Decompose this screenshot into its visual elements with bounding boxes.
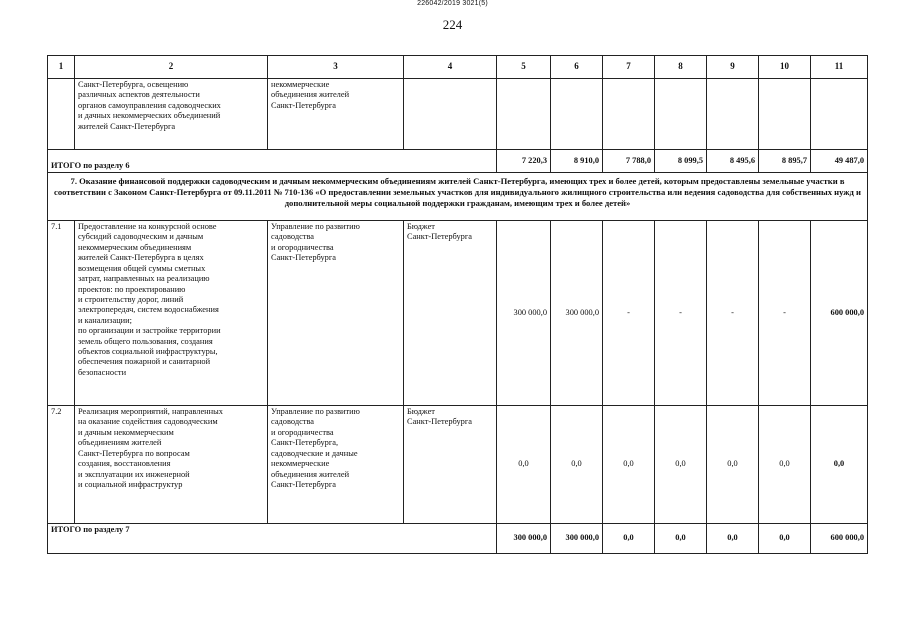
column-number: 11 [811,56,868,79]
row-total: 600 000,0 [811,221,868,406]
row-number: 7.2 [48,406,75,524]
column-number: 7 [603,56,655,79]
section-heading-row [48,173,868,221]
year-value: 0,0 [603,406,655,524]
table-row-7-1 [48,221,868,406]
total-value: 49 487,0 [811,150,868,173]
year-value: 0,0 [759,406,811,524]
column-number: 1 [48,56,75,79]
table-row-total-section-7 [48,524,868,554]
total-value: 600 000,0 [811,524,868,554]
measure-description: Санкт-Петербурга, освещению различных аспектов деятельности органов самоуправления садоводческих и дачных некоммерческих объединений жителей Санкт-Петербурга [75,79,268,150]
year-value: 0,0 [655,406,707,524]
measure-executor: некоммерческие объединения жителей Санкт-Петербурга [268,79,404,150]
funding-source: Бюджет Санкт-Петербурга [404,406,497,524]
total-value: 8 895,7 [759,150,811,173]
measure-description: Предоставление на конкурсной основе субсидий садоводческим и дачным некоммерческим объединениям жителей Санкт-Петербурга в целях возмещения общей суммы сметных затрат, направленных на реализацию проектов: по проектированию и строительству дорог, линий электропередач, систем водоснабжения и канализации; по организации и застройке территории земель общего пользования, создания объектов социальной инфраструктуры, обеспечения пожарной и санитарной безопасности [75,221,268,406]
total-value: 0,0 [707,524,759,554]
column-number: 3 [268,56,404,79]
table-row-7-2 [48,406,868,524]
year-value: 0,0 [497,406,551,524]
row-number: 7.1 [48,221,75,406]
column-number: 8 [655,56,707,79]
total-value: 0,0 [759,524,811,554]
year-value: 300 000,0 [497,221,551,406]
measure-executor: Управление по развитию садоводства и огородничества Санкт-Петербурга, садоводческие и дачные некоммерческие объединения жителей Санкт-Петербурга [268,406,404,524]
funding-source: Бюджет Санкт-Петербурга [404,221,497,406]
total-value: 8 910,0 [551,150,603,173]
total-label: ИТОГО по разделу 7 [48,524,497,554]
year-value: - [707,221,759,406]
column-number-row [48,56,868,79]
year-value: 0,0 [707,406,759,524]
measure-description: Реализация мероприятий, направленных на оказание содействия садоводческим и дачным некоммерческим объединениям жителей Санкт-Петербурга по вопросам создания, восстановления и эксплуатации их инженерной и социальной инфраструктур [75,406,268,524]
column-number: 10 [759,56,811,79]
year-value: - [655,221,707,406]
total-value: 300 000,0 [551,524,603,554]
column-number: 4 [404,56,497,79]
total-value: 8 495,6 [707,150,759,173]
column-number: 2 [75,56,268,79]
column-number: 6 [551,56,603,79]
total-value: 0,0 [603,524,655,554]
year-value: 0,0 [551,406,603,524]
year-value: - [603,221,655,406]
row-total: 0,0 [811,406,868,524]
measure-executor: Управление по развитию садоводства и огородничества Санкт-Петербурга [268,221,404,406]
page-number: 224 [442,17,463,32]
total-value: 7 220,3 [497,150,551,173]
year-value: 300 000,0 [551,221,603,406]
total-value: 8 099,5 [655,150,707,173]
column-number: 9 [707,56,759,79]
table-row-total-section-6 [48,150,868,173]
total-value: 7 788,0 [603,150,655,173]
section-title: 7. Оказание финансовой поддержки садоводческим и дачным некоммерческим объединениям жителей Санкт-Петербурга, имеющих трех и более детей, которым предоставлены земельные участки в соответствии с Законом Санкт-Петербурга от 09.11.2011 № 710-136 «О предоставлении земельных участков для индивидуального жилищного строительства или ведения садоводства для собственных нужд и дополнительной меры социальной поддержки гражданам, имеющим трех и более детей» [48,173,868,221]
column-number: 5 [497,56,551,79]
year-value: - [759,221,811,406]
table-row-continuation [48,79,868,150]
document-id: 226042/2019 3021(5) [417,0,488,7]
total-value: 0,0 [655,524,707,554]
program-table [47,55,868,554]
total-label: ИТОГО по разделу 6 [48,150,497,173]
total-value: 300 000,0 [497,524,551,554]
